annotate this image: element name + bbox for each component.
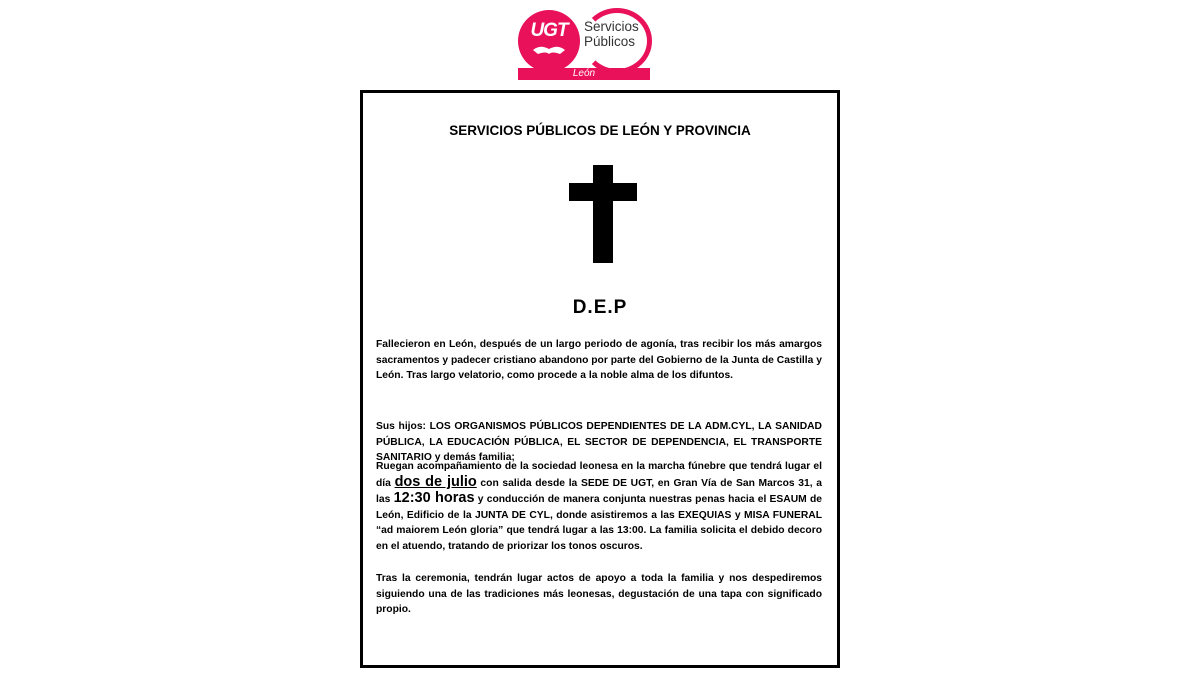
paragraph-children: Sus hijos: LOS ORGANISMOS PÚBLICOS DEPENDIENTES DE LA ADM.CYL, LA SANIDAD PÚBLICA, LA EDUCACIÓN PÚBLICA, EL SECTOR DE DEPENDENCIA, EL TRANSPORTE SANITARIO y demás familia; [376, 421, 822, 464]
procession-time: 12:30 horas [393, 490, 475, 507]
notice-heading: SERVICIOS PÚBLICOS DE LEÓN Y PROVINCIA [449, 123, 751, 138]
paragraph-procession [376, 459, 822, 555]
paragraph-ceremony: Tras la ceremonia, tendrán lugar actos de apoyo a toda la familia y nos despediremos siguiendo una de las tradiciones más leonesas, degustación de una tapa con significado propio. [376, 573, 822, 616]
logo-line1: Servicios [584, 19, 639, 34]
dep-title: D.E.P [572, 297, 628, 318]
logo-brand: UGT [530, 20, 568, 41]
cross-icon [569, 165, 637, 263]
handshake-icon [532, 42, 566, 56]
logo-region: León [572, 68, 596, 79]
procession-text-a: Ruegan acompañamiento de la sociedad leonesa en la marcha fúnebre que tendrá lugar el día [376, 461, 822, 489]
procession-text-c: y conducción de manera conjunta nuestras penas hacia el ESAUM de León, Edificio de la JUNTA DE CYL, donde asistiremos a las EXEQUIAS y MISA FUNERAL “ad maiorem León gloria” que tendrá lugar a las 13:00. La familia solicita el debido decoro en el atuendo, tratando de priorizar los tonos oscuros. [376, 494, 822, 552]
ugt-logo [518, 6, 654, 82]
logo-line2: Públicos [584, 34, 636, 49]
procession-date: dos de julio [394, 473, 477, 490]
paragraph-deceased: Fallecieron en León, después de un largo periodo de agonía, tras recibir los más amargos sacramentos y padecer cristiano abandono por parte del Gobierno de la Junta de Castilla y León. Tras largo velatorio, como procede a la noble alma de los difuntos. [376, 339, 822, 382]
procession-text-b: con salida desde la SEDE DE UGT, en Gran Vía de San Marcos 31, a las [376, 477, 822, 506]
logo-text [584, 19, 639, 49]
notice-frame [360, 90, 840, 668]
